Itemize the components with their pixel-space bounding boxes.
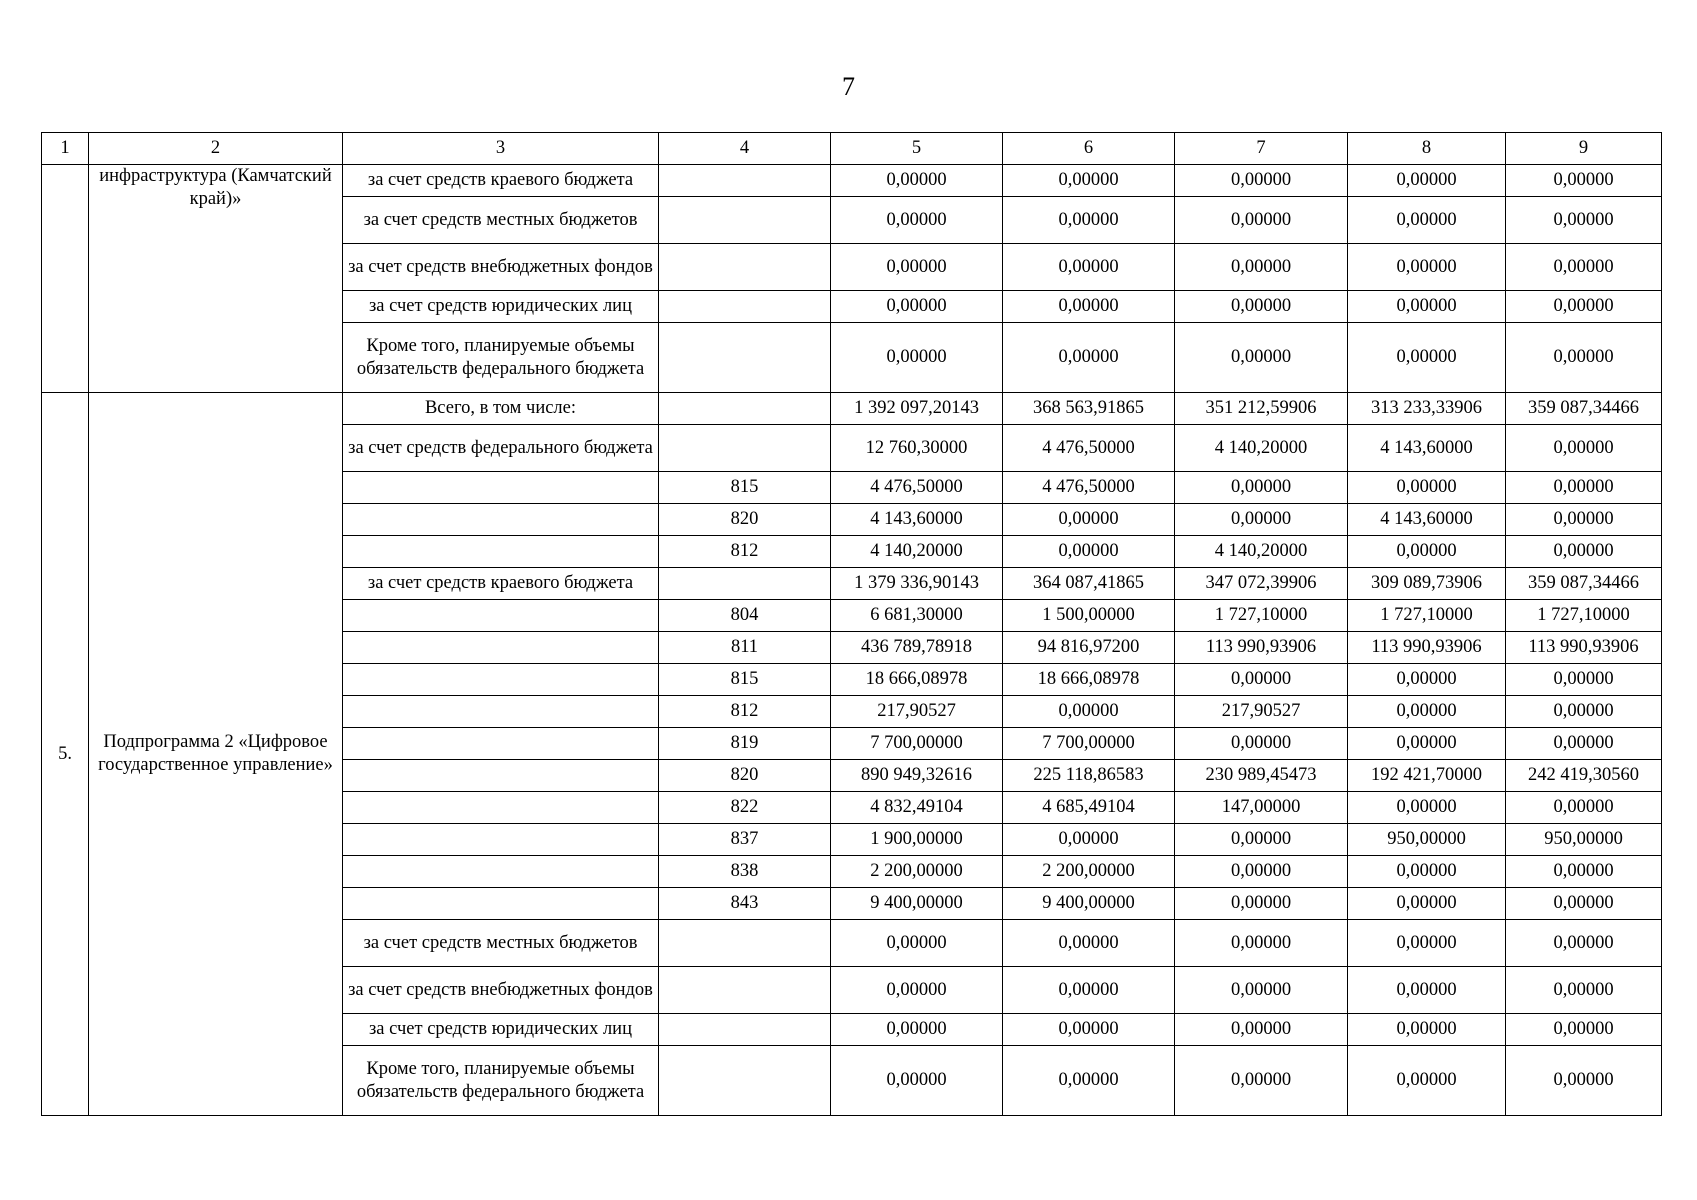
amount-cell: 0,00000 [1348,728,1506,760]
amount-cell: 7 700,00000 [1003,728,1175,760]
amount-cell: 0,00000 [831,967,1003,1014]
amount-cell: 0,00000 [831,165,1003,197]
column-number: 1 [42,133,89,165]
amount-cell: 0,00000 [1348,664,1506,696]
funding-source: за счет средств федерального бюджета [343,425,659,472]
funding-source: за счет средств краевого бюджета [343,568,659,600]
amount-cell: 0,00000 [1175,504,1348,536]
amount-cell: 351 212,59906 [1175,393,1348,425]
table-row [42,165,1662,197]
amount-cell: 0,00000 [1506,323,1662,393]
amount-cell: 0,00000 [1175,165,1348,197]
funding-source [343,504,659,536]
funding-source [343,600,659,632]
budget-code: 838 [659,856,831,888]
amount-cell: 9 400,00000 [1003,888,1175,920]
amount-cell: 1 379 336,90143 [831,568,1003,600]
budget-code: 804 [659,600,831,632]
amount-cell: 0,00000 [1506,291,1662,323]
amount-cell: 0,00000 [1175,1046,1348,1116]
amount-cell: 0,00000 [1506,1014,1662,1046]
amount-cell: 0,00000 [831,244,1003,291]
funding-source [343,696,659,728]
budget-code: 815 [659,472,831,504]
amount-cell: 0,00000 [1003,967,1175,1014]
budget-code [659,920,831,967]
amount-cell: 0,00000 [1003,536,1175,568]
section-name: инфраструктура (Камчатский край)» [89,165,343,393]
amount-cell: 0,00000 [1348,536,1506,568]
funding-source: Кроме того, планируемые объемы обязательств федерального бюджета [343,1046,659,1116]
amount-cell: 0,00000 [1348,165,1506,197]
amount-cell: 18 666,08978 [831,664,1003,696]
amount-cell: 113 990,93906 [1175,632,1348,664]
amount-cell: 4 476,50000 [1003,425,1175,472]
amount-cell: 9 400,00000 [831,888,1003,920]
amount-cell: 1 392 097,20143 [831,393,1003,425]
amount-cell: 0,00000 [1003,504,1175,536]
amount-cell: 4 140,20000 [831,536,1003,568]
amount-cell: 94 816,97200 [1003,632,1175,664]
amount-cell: 0,00000 [1175,856,1348,888]
amount-cell: 4 143,60000 [1348,425,1506,472]
column-number: 7 [1175,133,1348,165]
amount-cell: 0,00000 [831,291,1003,323]
amount-cell: 0,00000 [1003,1014,1175,1046]
budget-code [659,197,831,244]
amount-cell: 0,00000 [1175,728,1348,760]
funding-source [343,664,659,696]
amount-cell: 0,00000 [1348,792,1506,824]
table-row [42,393,1662,425]
section-name: Подпрограмма 2 «Цифровое государственное управление» [89,393,343,1116]
amount-cell: 225 118,86583 [1003,760,1175,792]
amount-cell: 0,00000 [1003,824,1175,856]
amount-cell: 1 727,10000 [1175,600,1348,632]
amount-cell: 0,00000 [1506,472,1662,504]
budget-code [659,1046,831,1116]
funding-source: за счет средств внебюджетных фондов [343,967,659,1014]
funding-source [343,856,659,888]
amount-cell: 0,00000 [1003,197,1175,244]
amount-cell: 0,00000 [1348,967,1506,1014]
amount-cell: 0,00000 [831,920,1003,967]
funding-source [343,536,659,568]
column-number: 8 [1348,133,1506,165]
amount-cell: 192 421,70000 [1348,760,1506,792]
amount-cell: 0,00000 [1003,244,1175,291]
amount-cell: 18 666,08978 [1003,664,1175,696]
amount-cell: 0,00000 [1348,1014,1506,1046]
budget-code: 812 [659,536,831,568]
amount-cell: 230 989,45473 [1175,760,1348,792]
amount-cell: 4 140,20000 [1175,425,1348,472]
budget-code: 812 [659,696,831,728]
amount-cell: 7 700,00000 [831,728,1003,760]
amount-cell: 0,00000 [1506,920,1662,967]
funding-source [343,472,659,504]
section-number [42,165,89,393]
amount-cell: 0,00000 [1506,244,1662,291]
amount-cell: 0,00000 [1506,967,1662,1014]
budget-code: 843 [659,888,831,920]
amount-cell: 1 727,10000 [1506,600,1662,632]
budget-code: 819 [659,728,831,760]
amount-cell: 2 200,00000 [1003,856,1175,888]
amount-cell: 4 476,50000 [831,472,1003,504]
funding-source: за счет средств юридических лиц [343,291,659,323]
amount-cell: 0,00000 [1175,472,1348,504]
column-number: 9 [1506,133,1662,165]
amount-cell: 217,90527 [831,696,1003,728]
funding-source [343,728,659,760]
amount-cell: 0,00000 [1348,472,1506,504]
amount-cell: 950,00000 [1506,824,1662,856]
amount-cell: 12 760,30000 [831,425,1003,472]
amount-cell: 0,00000 [1348,696,1506,728]
amount-cell: 0,00000 [1348,323,1506,393]
budget-code: 815 [659,664,831,696]
budget-code: 820 [659,760,831,792]
funding-source [343,632,659,664]
amount-cell: 0,00000 [1348,291,1506,323]
funding-source: за счет средств местных бюджетов [343,920,659,967]
amount-cell: 0,00000 [1348,920,1506,967]
funding-source [343,888,659,920]
amount-cell: 0,00000 [1175,197,1348,244]
funding-source: Всего, в том числе: [343,393,659,425]
amount-cell: 4 143,60000 [831,504,1003,536]
funding-source: за счет средств юридических лиц [343,1014,659,1046]
amount-cell: 0,00000 [1506,888,1662,920]
amount-cell: 0,00000 [1175,244,1348,291]
amount-cell: 242 419,30560 [1506,760,1662,792]
column-number-row [42,133,1662,165]
funding-source [343,792,659,824]
amount-cell: 4 685,49104 [1003,792,1175,824]
amount-cell: 0,00000 [831,1014,1003,1046]
column-number: 4 [659,133,831,165]
amount-cell: 950,00000 [1348,824,1506,856]
amount-cell: 0,00000 [1506,664,1662,696]
amount-cell: 0,00000 [1175,967,1348,1014]
amount-cell: 0,00000 [1506,1046,1662,1116]
amount-cell: 0,00000 [1348,856,1506,888]
amount-cell: 0,00000 [1003,323,1175,393]
amount-cell: 313 233,33906 [1348,393,1506,425]
amount-cell: 147,00000 [1175,792,1348,824]
amount-cell: 0,00000 [1003,165,1175,197]
budget-code: 822 [659,792,831,824]
amount-cell: 0,00000 [1003,920,1175,967]
amount-cell: 4 140,20000 [1175,536,1348,568]
amount-cell: 4 476,50000 [1003,472,1175,504]
funding-source [343,760,659,792]
amount-cell: 1 500,00000 [1003,600,1175,632]
budget-code [659,323,831,393]
amount-cell: 0,00000 [1175,824,1348,856]
amount-cell: 0,00000 [1175,323,1348,393]
budget-code [659,244,831,291]
amount-cell: 0,00000 [1175,664,1348,696]
amount-cell: 309 089,73906 [1348,568,1506,600]
budget-code [659,1014,831,1046]
amount-cell: 0,00000 [1348,1046,1506,1116]
budget-code [659,967,831,1014]
amount-cell: 0,00000 [1175,1014,1348,1046]
amount-cell: 4 832,49104 [831,792,1003,824]
budget-code: 837 [659,824,831,856]
amount-cell: 217,90527 [1175,696,1348,728]
amount-cell: 2 200,00000 [831,856,1003,888]
budget-code [659,393,831,425]
funding-source: Кроме того, планируемые объемы обязательств федерального бюджета [343,323,659,393]
section-number: 5. [42,393,89,1116]
amount-cell: 0,00000 [1348,197,1506,244]
amount-cell: 0,00000 [1506,728,1662,760]
budget-code: 820 [659,504,831,536]
funding-source [343,824,659,856]
budget-code [659,291,831,323]
funding-source: за счет средств местных бюджетов [343,197,659,244]
amount-cell: 0,00000 [831,323,1003,393]
budget-table [41,132,1662,1116]
amount-cell: 0,00000 [1003,1046,1175,1116]
column-number: 3 [343,133,659,165]
amount-cell: 0,00000 [1506,856,1662,888]
amount-cell: 890 949,32616 [831,760,1003,792]
amount-cell: 359 087,34466 [1506,393,1662,425]
budget-code [659,425,831,472]
amount-cell: 1 727,10000 [1348,600,1506,632]
amount-cell: 0,00000 [1003,696,1175,728]
amount-cell: 0,00000 [1175,920,1348,967]
amount-cell: 0,00000 [1506,696,1662,728]
amount-cell: 0,00000 [1506,504,1662,536]
amount-cell: 6 681,30000 [831,600,1003,632]
budget-code [659,165,831,197]
amount-cell: 113 990,93906 [1348,632,1506,664]
amount-cell: 359 087,34466 [1506,568,1662,600]
amount-cell: 0,00000 [1348,244,1506,291]
amount-cell: 436 789,78918 [831,632,1003,664]
funding-source: за счет средств краевого бюджета [343,165,659,197]
amount-cell: 0,00000 [1506,425,1662,472]
amount-cell: 347 072,39906 [1175,568,1348,600]
column-number: 2 [89,133,343,165]
column-number: 5 [831,133,1003,165]
amount-cell: 4 143,60000 [1348,504,1506,536]
amount-cell: 0,00000 [1506,165,1662,197]
funding-source: за счет средств внебюджетных фондов [343,244,659,291]
amount-cell: 0,00000 [1175,888,1348,920]
amount-cell: 0,00000 [1506,792,1662,824]
page-number: 7 [842,72,855,101]
budget-code: 811 [659,632,831,664]
amount-cell: 0,00000 [831,1046,1003,1116]
amount-cell: 368 563,91865 [1003,393,1175,425]
amount-cell: 0,00000 [1348,888,1506,920]
amount-cell: 0,00000 [1003,291,1175,323]
amount-cell: 113 990,93906 [1506,632,1662,664]
amount-cell: 1 900,00000 [831,824,1003,856]
budget-code [659,568,831,600]
amount-cell: 0,00000 [831,197,1003,244]
amount-cell: 0,00000 [1506,536,1662,568]
amount-cell: 0,00000 [1506,197,1662,244]
column-number: 6 [1003,133,1175,165]
amount-cell: 0,00000 [1175,291,1348,323]
amount-cell: 364 087,41865 [1003,568,1175,600]
